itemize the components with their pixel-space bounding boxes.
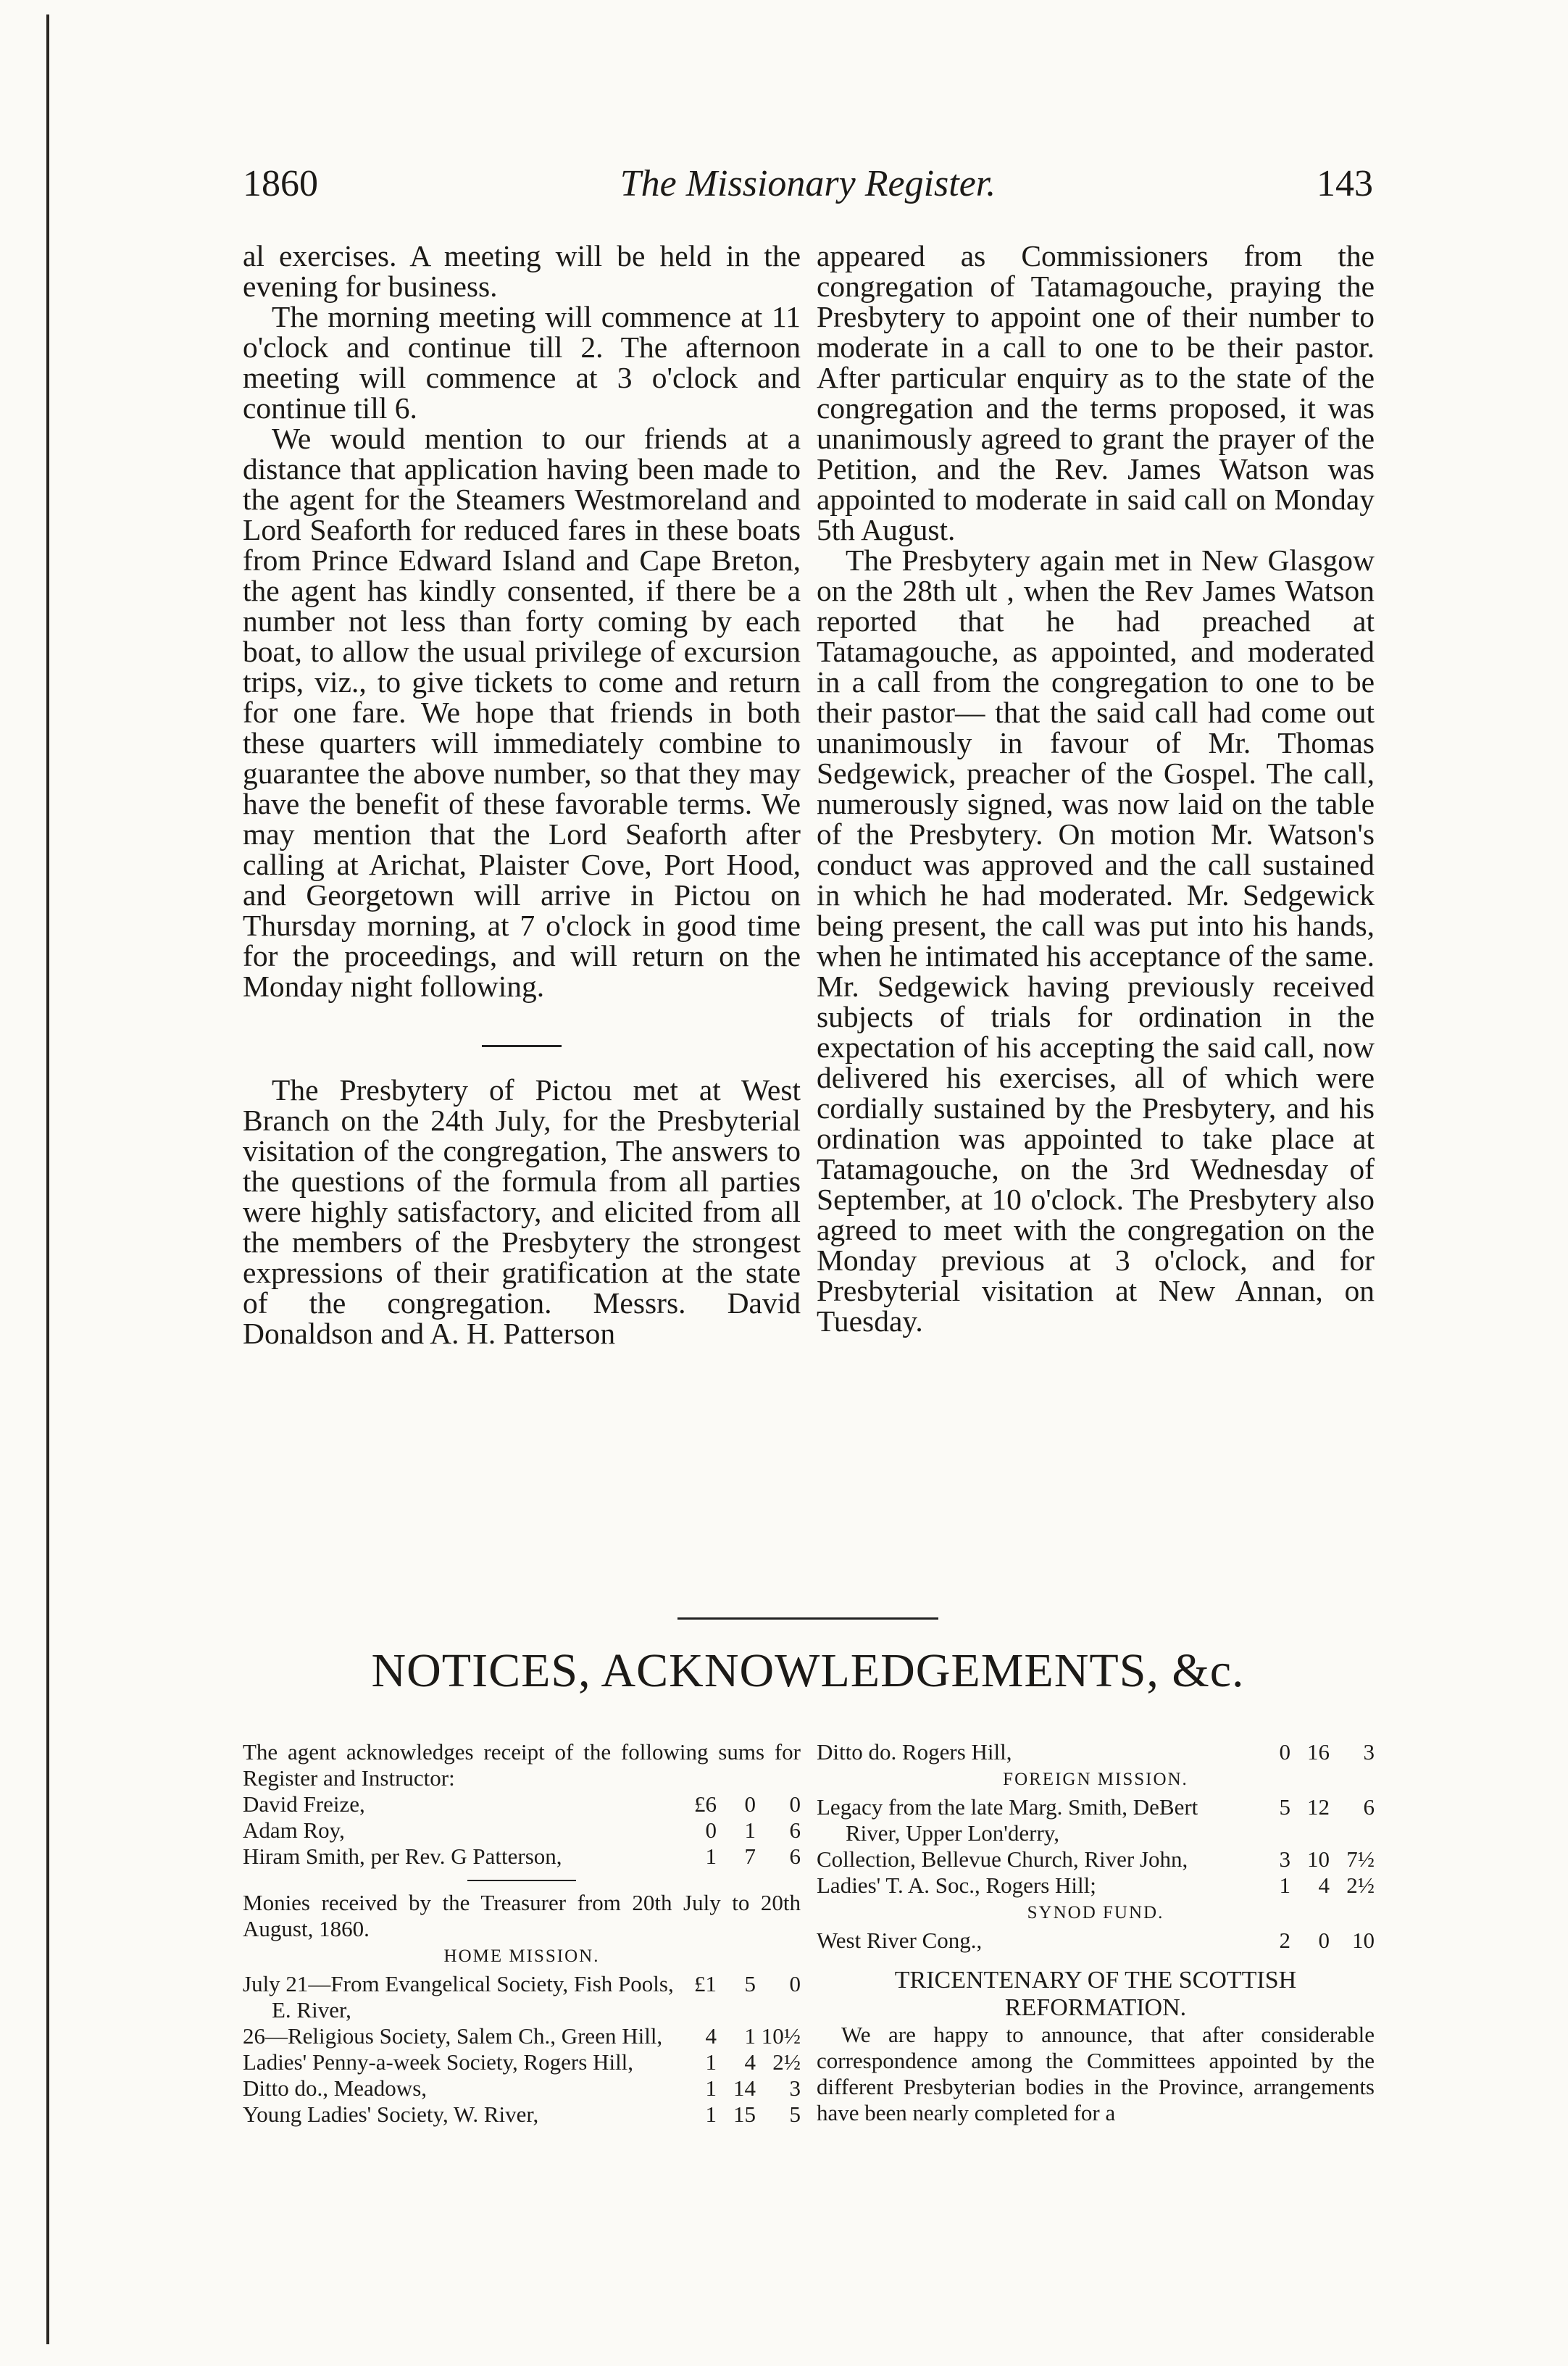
pence: 7½: [1346, 1846, 1375, 1872]
entry-name: Hiram Smith, per Rev. G Patterson,: [243, 1844, 562, 1869]
divider: [467, 1880, 576, 1881]
list-item: [817, 1846, 1375, 1873]
entry-name: Young Ladies' Society, W. River,: [243, 2102, 539, 2127]
pence: 3: [1363, 1739, 1375, 1765]
list-item: [243, 2049, 801, 2075]
list-item: [243, 1971, 801, 2023]
pence: 0: [789, 1791, 801, 1817]
pounds: 1: [705, 1844, 717, 1869]
foreign-mission-heading: FOREIGN MISSION.: [1003, 1770, 1188, 1789]
pounds: 4: [705, 2023, 717, 2049]
shillings: 4: [1318, 1873, 1330, 1898]
pounds: 0: [1279, 1739, 1290, 1765]
header-year: 1860: [243, 163, 318, 204]
notices-right-column: [817, 1739, 1375, 2126]
paragraph: The Presbytery again met in New Glasgow on the 28th ult , when the Rev James Watson reported that he had preached at Tatamagouche, as appointed, and moderated in a call from the congregation to one to be their pastor— that the said call had come out unanimously in favour of Mr. Thomas Sedgewick, preacher of the Gospel. The call, numerously signed, was now laid on the table of the Presbytery. On motion Mr. Watson's conduct was approved and the call sustained in which he had moderated. Mr. Sedgewick being present, the call was put into his hands, when he intimated his acceptance of the same. Mr. Sedgewick having previously received subjects of trials for ordination in the expectation of his accepting the said call, now delivered his exercises, all of which were cordially sustained by the Presbytery, and his ordination was appointed to take place at Tatamagouche, on the 3rd Wednesday of September, at 10 o'clock. The Presbytery also agreed to meet with the congregation on the Monday previous at 3 o'clock, and for Presbyterial visitation at New Annan, on Tuesday.: [817, 543, 1375, 1338]
list-item: [817, 1739, 1375, 1765]
running-header: [243, 162, 1373, 213]
pounds: 1: [705, 2075, 717, 2101]
list-item: [817, 1794, 1375, 1846]
section-divider: [482, 1045, 562, 1047]
entry-name: Ditto do., Meadows,: [243, 2075, 428, 2101]
shillings: 15: [733, 2102, 756, 2127]
shillings: 16: [1307, 1739, 1330, 1765]
notices-divider: [677, 1617, 938, 1620]
pounds: 1: [705, 2049, 717, 2075]
pounds: £1: [694, 1971, 717, 1996]
pence: 10½: [761, 2023, 801, 2049]
pounds: £6: [694, 1791, 717, 1817]
entry-name: Collection, Bellevue Church, River John,: [817, 1846, 1188, 1872]
pounds: 3: [1279, 1846, 1290, 1872]
page-number: 143: [1317, 163, 1373, 204]
pence: 6: [789, 1844, 801, 1869]
pounds: 1: [705, 2102, 717, 2127]
entry-name: David Freize,: [243, 1791, 365, 1817]
shillings: 5: [744, 1971, 756, 1996]
paragraph: We would mention to our friends at a distance that application having been made to the agent for the Steamers Westmoreland and Lord Seaforth for reduced fares in these boats from Prince Edward Island and Cape Breton, the agent has kindly consented, if there be a number not less than forty coming by each boat, to allow the usual privilege of excursion trips, viz., to give tickets to come and return for one fare. We hope that friends in both these quarters will immediately combine to guarantee the above number, so that they may have the benefit of these favorable terms. We may mention that the Lord Seaforth after calling at Arichat, Plaister Cove, Port Hood, and Georgetown will arrive in Pictou on Thursday morning, at 7 o'clock in good time for the proceedings, and will return on the Monday night following.: [243, 422, 801, 1003]
shillings: 4: [744, 2049, 756, 2075]
synod-fund-heading: SYNOD FUND.: [1027, 1903, 1164, 1923]
entry-name: West River Cong.,: [817, 1928, 983, 1953]
paragraph: The morning meeting will commence at 11 o'clock and continue till 2. The afternoon meeting will commence at 3 o'clock and continue till 6.: [243, 300, 801, 425]
home-mission-heading: HOME MISSION.: [443, 1946, 600, 1966]
list-item: [817, 1928, 1375, 1954]
shillings: 1: [744, 2023, 756, 2049]
entry-name: July 21—From Evangelical Society, Fish Pools, E. River,: [243, 1971, 674, 2023]
entry-name: Ditto do. Rogers Hill,: [817, 1739, 1012, 1765]
entry-name: Adam Roy,: [243, 1817, 345, 1843]
tricentenary-heading: TRICENTENARY OF THE SCOTTISH REFORMATION.: [894, 1967, 1297, 2021]
paragraph: appeared as Commissioners from the congregation of Tatamagouche, praying the Presbytery to appoint one of their number to moderate in a call to one to be their pastor. After particular enquiry as to the state of the congregation and the terms proposed, it was unanimously agreed to grant the prayer of the Petition, and the Rev. James Watson was appointed to moderate in said call on Monday 5th August.: [817, 239, 1375, 546]
pounds: 0: [705, 1817, 717, 1843]
treasurer-intro: Monies received by the Treasurer from 20th July to 20th August, 1860.: [243, 1890, 801, 1941]
shillings: 12: [1307, 1794, 1330, 1820]
pence: 6: [789, 1817, 801, 1843]
pounds: 1: [1279, 1873, 1290, 1898]
shillings: 14: [733, 2075, 756, 2101]
shillings: 0: [744, 1791, 756, 1817]
pence: 6: [1363, 1794, 1375, 1820]
pence: 3: [789, 2075, 801, 2101]
notices-heading: NOTICES, ACKNOWLEDGEMENTS, &c.: [371, 1644, 1245, 1697]
tricentenary-paragraph: We are happy to announce, that after considerable correspondence among the Committees appointed by the different Presbyterian bodies in the Province, arrangements have been nearly completed for a: [817, 2022, 1375, 2125]
paragraph: al exercises. A meeting will be held in the evening for business.: [243, 239, 801, 303]
right-column: [817, 241, 1375, 1336]
pounds: 5: [1279, 1794, 1290, 1820]
pence: 2½: [772, 2049, 801, 2075]
pence: 5: [789, 2102, 801, 2127]
left-column: [243, 241, 801, 1349]
list-item: [243, 2102, 801, 2128]
list-item: [243, 1791, 801, 1817]
shillings: 7: [744, 1844, 756, 1869]
entry-name: Legacy from the late Marg. Smith, DeBert River, Upper Lon'derry,: [817, 1794, 1198, 1846]
pounds: 2: [1279, 1928, 1290, 1953]
entry-name: 26—Religious Society, Salem Ch., Green Hill,: [243, 2023, 663, 2049]
entry-name: Ladies' T. A. Soc., Rogers Hill;: [817, 1873, 1096, 1898]
list-item: [817, 1873, 1375, 1899]
page-margin-rule: [46, 14, 49, 2344]
notices-left-column: [243, 1739, 801, 2128]
pence: 10: [1352, 1928, 1375, 1953]
pence: 2½: [1346, 1873, 1375, 1898]
list-item: [243, 1817, 801, 1844]
shillings: 10: [1307, 1846, 1330, 1872]
shillings: 0: [1318, 1928, 1330, 1953]
pence: 0: [789, 1971, 801, 1996]
shillings: 1: [744, 1817, 756, 1843]
header-title: The Missionary Register.: [620, 163, 996, 204]
list-item: [243, 2075, 801, 2102]
acknowledgement-intro: The agent acknowledges receipt of the following sums for Register and Instructor:: [243, 1739, 801, 1791]
list-item: [243, 1844, 801, 1870]
entry-name: Ladies' Penny-a-week Society, Rogers Hill,: [243, 2049, 634, 2075]
list-item: [243, 2023, 801, 2049]
paragraph: The Presbytery of Pictou met at West Branch on the 24th July, for the Presbyterial visitation of the congregation, The answers to the questions of the formula from all parties were highly satisfactory, and elicited from all the members of the Presbytery the strongest expressions of their gratification at the state of the congregation. Messrs. David Donaldson and A. H. Patterson: [243, 1073, 801, 1350]
